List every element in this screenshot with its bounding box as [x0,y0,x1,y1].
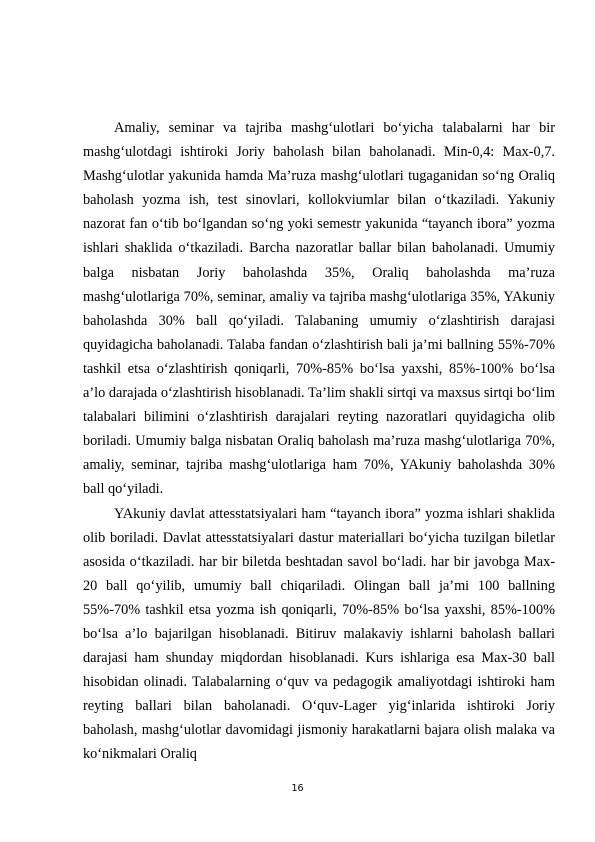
paragraph-2: YAkuniy davlat attesstatsiyalari ham “tayanch ibora” yozma ishlari shaklida olib boriladi. Davlat attesstatsiyalari dastur materiallari bo‘yicha tuzilgan biletlar asosida o‘tkaziladi. har bir biletda beshtadan savol bo‘ladi. har bir javobga Max-20 ball qo‘yilib, umumiy ball chiqariladi. Olingan ball ja’mi 100 ballning 55%-70% tashkil etsa yozma ish qoniqarli, 70%-85% bo‘lsa yaxshi, 85%-100% bo‘lsa a’lo bajarilgan hisoblanadi. Bitiruv malakaviy ishlarni baholash ballari darajasi ham shunday miqdordan hisoblanadi. Kurs ishlariga esa Max-30 ball hisobidan olinadi. Talabalarning o‘quv va pedagogik amaliyotdagi ishtiroki ham reyting ballari bilan baholanadi. O‘quv-Lager yig‘inlarida ishtiroki Joriy baholash, mashg‘ulotlar davomidagi jismoniy harakatlarni bajara olish malaka va ko‘nikmalari Oraliq [83,505,555,763]
paragraph-1: Amaliy, seminar va tajriba mashg‘ulotlari bo‘yicha talabalarni har bir mashg‘ulotdagi ishtiroki Joriy baholash bilan baholanadi. Min-0,4: Max-0,7. Mashg‘ulotlar yakunida hamda Ma’ruza mashg‘ulotlari tugaganidan so‘ng Oraliq baholash yozma ish, test sinovlari, kollokviumlar bilan o‘tkaziladi. Yakuniy nazorat fan o‘tib bo‘lgandan so‘ng yoki semestr yakunida “tayanch ibora” yozma ishlari shaklida o‘tkaziladi. Barcha nazoratlar ballar bilan baholanadi. Umumiy balga nisbatan Joriy baholashda 35%, Oraliq baholashda ma’ruza mashg‘ulotlariga 70%, seminar, amaliy va tajriba mashg‘ulotlariga 35%, YAkuniy baholashda 30% ball qo‘yiladi. Talabaning umumiy o‘zlashtirish darajasi quyidagicha baholanadi. Talaba fandan o‘zlashtirish bali ja’mi ballning 55%-70% tashkil etsa o‘zlashtirish qoniqarli, 70%-85% bo‘lsa yaxshi, 85%-100% bo‘lsa a’lo darajada o‘zlashtirish hisoblanadi. Ta’lim shakli sirtqi va maxsus sirtqi bo‘lim talabalari bilimini o‘zlashtirish darajalari reyting nazoratlari quyidagicha olib boriladi. Umumiy balga nisbatan Oraliq baholash ma’ruza mashg‘ulotlariga 70%, amaliy, seminar, tajriba mashg‘ulotlariga ham 70%, YAkuniy baholashda 30% ball qo‘yiladi. [83,120,555,498]
page-number: 16 [291,783,304,794]
body-text [83,116,555,767]
